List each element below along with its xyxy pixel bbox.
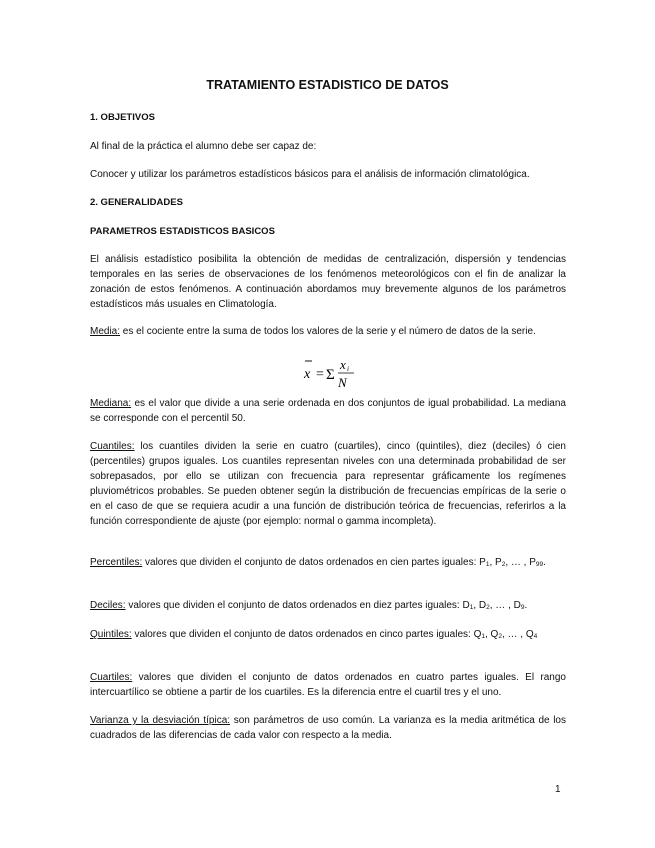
page-number: 1 [555,784,561,795]
quintiles-definition: valores que dividen el conjunto de datos ordenados en cinco partes iguales: Q [131,629,482,640]
separator: , … , D [489,600,521,611]
paragraph-mediana [90,396,566,426]
subscript: 1 [469,604,474,611]
term-cuartiles: Cuartiles: [90,672,133,683]
percentiles-definition: valores que dividen el conjunto de datos ordenados en cien partes iguales: P [142,557,486,568]
subscript: 99 [535,561,544,568]
formula-numerator: x [340,357,346,372]
term-quintiles: Quintiles: [90,629,132,640]
document-title: TRATAMIENTO ESTADISTICO DE DATOS [206,78,449,92]
term-media: Media: [90,326,121,337]
separator: , Q [485,629,499,640]
term-mediana: Mediana: [90,398,132,409]
paragraph-objetivos-goal: Conocer y utilizar los parámetros estadísticos básicos para el análisis de información climatológica. [90,169,530,180]
term-varianza: Varianza y la desviación típica: [90,715,231,726]
paragraph-objetivos-intro: Al final de la práctica el alumno debe ser capaz de: [90,141,317,152]
paragraph-intro: El análisis estadístico posibilita la obtención de medidas de centralización, dispersión y tendencias temporales en las series de observaciones de los fenómenos meteorológicos con el fin de analizar la zonación de estos fenómenos. A continuación abordamos muy brevemente algunos de los parámetros estadísticos más usuales en Climatología. [90,254,566,310]
term-deciles: Deciles: [90,600,126,611]
period: . [543,557,546,568]
subscript: 2 [501,561,506,568]
separator: , D [473,600,487,611]
subscript: 9 [520,604,525,611]
paragraph-cuartiles [90,670,566,700]
separator: , … , Q [501,629,534,640]
varianza-definition: son parámetros de uso común. La varianza es la media aritmética de los cuadrados de las diferencias de cada valor con respecto a la media. [90,715,566,741]
term-percentiles: Percentiles: [90,557,143,568]
term-cuantiles: Cuantiles: [90,441,135,452]
formula-numerator-subscript: i [347,365,349,373]
formula-lhs: x [304,367,311,382]
mean-formula-svg [296,352,366,392]
formula-equals: = [316,367,324,382]
paragraph-deciles [90,598,566,613]
formula-denominator: N [338,375,347,390]
subscript: 2 [486,604,490,611]
paragraph-varianza [90,713,566,743]
paragraph-cuantiles [90,439,566,529]
cuantiles-definition: los cuantiles dividen la serie en cuatro (cuartiles), cinco (quintiles), diez (deciles) ó cien (percentiles) grupos iguales. Los cuantiles representan niveles con una determinada probabilidad de ser sobrepasados, por ello se utilizan con frecuencia para representar gráficamente los regímenes pluviométricos probables. Se pueden obtener según la distribución de frecuencias empíricas de la serie o en el caso de que se requiera acudir a una función de distribución teórica de frecuencias, referirlos a la función correspondiente de ajuste (por ejemplo: normal o gamma incompleta). [90,441,566,527]
period: . [524,600,528,611]
separator: , … , P [505,557,536,568]
mediana-definition: es el valor que divide a una serie ordenada en dos conjuntos de igual probabilidad. La mediana se corresponde con el percentil 50. [90,398,566,424]
subscript: 1 [485,561,490,568]
formula-sigma: Σ [326,367,335,383]
paragraph-media [90,324,566,339]
media-definition: es el cociente entre la suma de todos los valores de la serie y el número de datos de la serie. [120,326,536,337]
section-heading-generalidades: 2. GENERALIDADES [90,197,183,208]
paragraph-percentiles [90,555,566,570]
cuartiles-definition: valores que dividen el conjunto de datos ordenados en cuatro partes iguales. El rango intercuartílico se obtiene a partir de los cuartiles. Es la diferencia entre el cuartil tres y el uno. [90,672,566,698]
section-heading-objetivos: 1. OBJETIVOS [90,112,155,123]
subscript: 4 [533,633,538,640]
mean-formula [296,352,366,392]
subscript: 1 [481,633,485,640]
subsection-heading: PARAMETROS ESTADISTICOS BASICOS [90,226,275,237]
subscript: 2 [498,633,502,640]
deciles-definition: valores que dividen el conjunto de datos ordenados en diez partes iguales: D [125,600,470,611]
separator: , P [489,557,502,568]
paragraph-quintiles [90,627,566,642]
